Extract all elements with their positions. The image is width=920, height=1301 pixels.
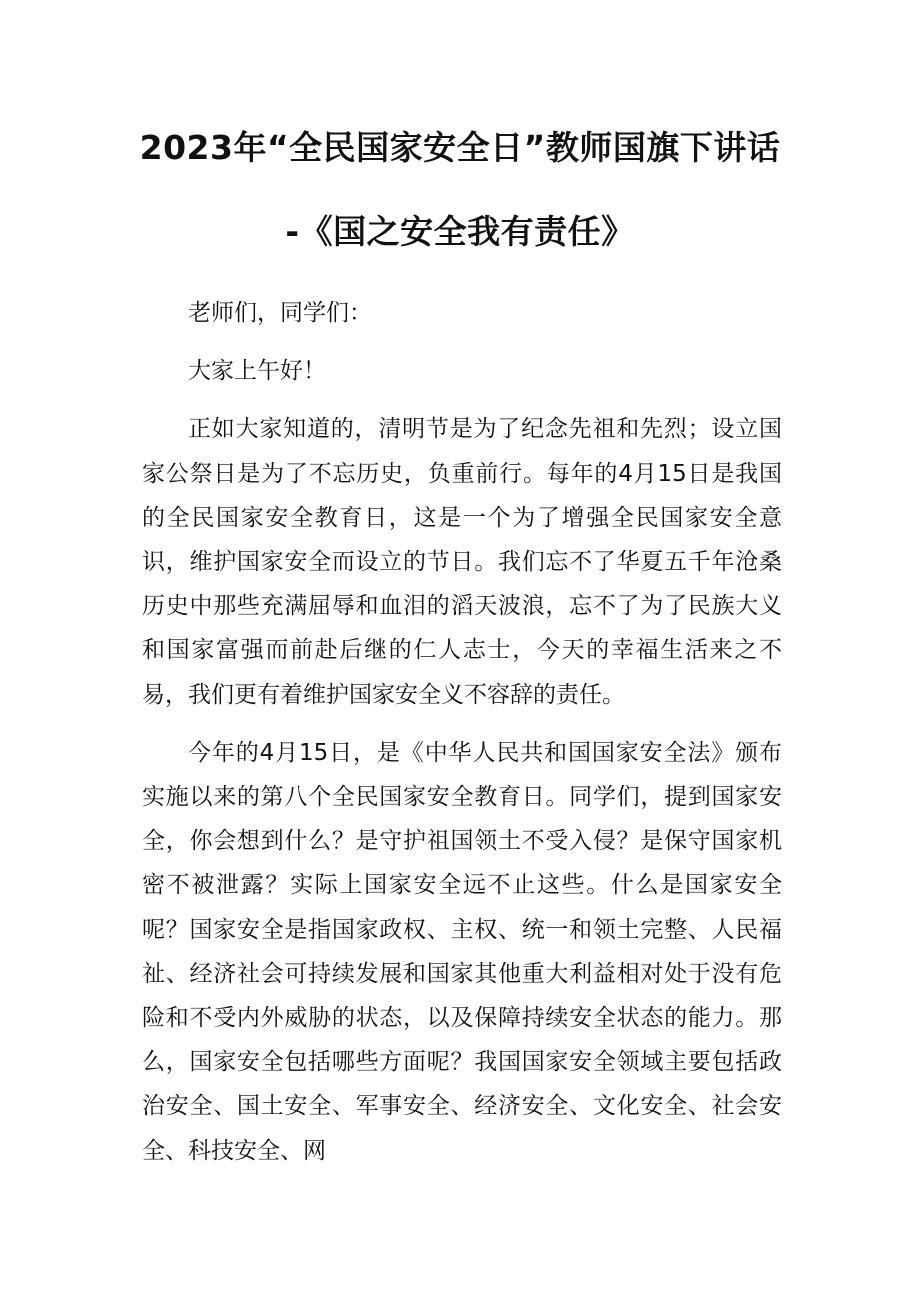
document-body	[142, 291, 782, 1173]
document-title: 2023年“全民国家安全日”教师国旗下讲话	[139, 128, 781, 167]
salutation-line: 大家上午好！	[188, 358, 326, 385]
document-subtitle: -《国之安全我有责任》	[285, 212, 635, 251]
paragraph-2: 今年的4月15日，是《中华人民共和国国家安全法》颁布实施以来的第八个全民国家安全教育日。同学们，提到国家安全，你会想到什么？是守护祖国领土不受入侵？是保守国家机密不被泄露？实际上国家安全远不止这些。什么是国家安全呢？国家安全是指国家政权、主权、统一和领土完整、人民福祉、经济社会可持续发展和国家其他重大利益相对处于没有危险和不受内外威胁的状态，以及保障持续安全状态的能力。那么，国家安全包括哪些方面呢？我国国家安全领域主要包括政治安全、国土安全、军事安全、经济安全、文化安全、社会安全、科技安全、网	[142, 739, 782, 1164]
greeting-line: 老师们，同学们：	[188, 300, 372, 326]
paragraph-1: 正如大家知道的，清明节是为了纪念先祖和先烈；设立国家公祭日是为了不忘历史，负重前行。每年的4月15日是我国的全民国家安全教育日，这是一个为了增强全民国家安全意识，维护国家安全而设立的节日。我们忘不了华夏五千年沧桑历史中那些充满屈辱和血泪的滔天波浪，忘不了为了民族大义和国家富强而前赴后继的仁人志士，今天的幸福生活来之不易，我们更有着维护国家安全义不容辞的责任。	[142, 416, 782, 708]
